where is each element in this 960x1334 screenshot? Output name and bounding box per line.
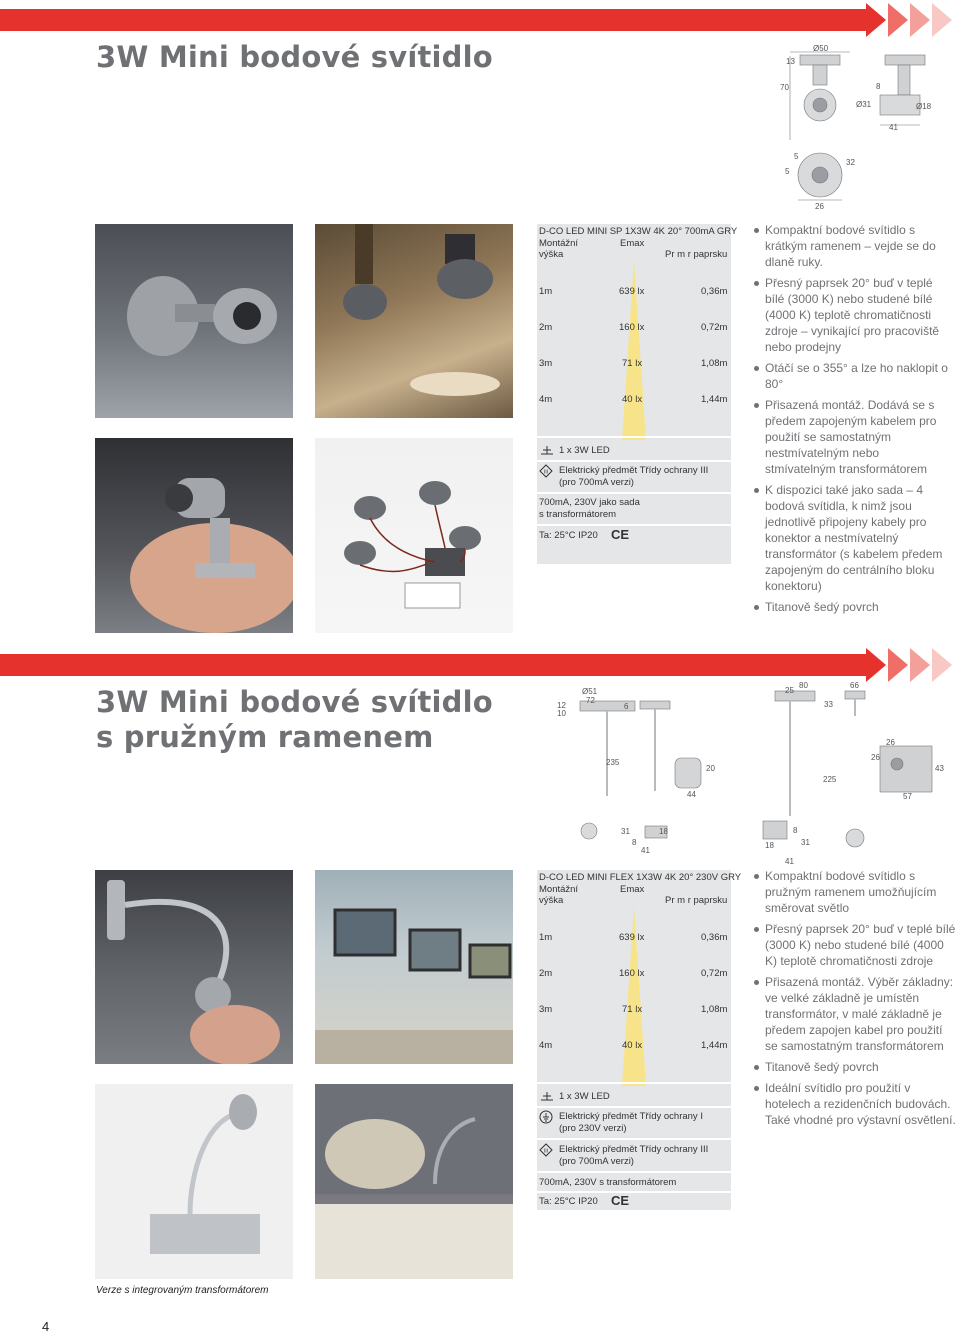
column-header: Pr m r paprsku xyxy=(665,249,728,260)
header-red-bar xyxy=(0,654,866,676)
spec-table xyxy=(537,870,742,1210)
table-cell: 0,36m xyxy=(701,286,728,297)
column-header: Montážní xyxy=(539,238,579,249)
svg-text:III: III xyxy=(543,469,549,476)
table-cell: 0,72m xyxy=(701,968,728,979)
spotlight-icon xyxy=(95,224,293,418)
spotlight-icon xyxy=(315,224,513,418)
dimension-label: 18 xyxy=(765,841,774,850)
table-cell: 2m xyxy=(539,322,553,333)
list-item: Titanově šedý povrch xyxy=(753,599,953,615)
divider xyxy=(537,524,731,526)
table-cell: 1m xyxy=(539,286,553,297)
hotel-room-icon xyxy=(315,1084,513,1279)
list-item: Přesný paprsek 20° buď v teplé bílé (3000 K) nebo studené bílé (4000 K) teplotě chromatičnosti zdroje xyxy=(753,921,958,969)
list-item: K dispozici také jako sada – 4 bodová svítidla, k nimž jsou jednotlivě připojeny kabely pro konektor a nestmívatelný transformátor (s kabelem předem zapojeným do centrálního bloku konektoru) xyxy=(753,482,953,594)
table-cell: 40 lx xyxy=(622,1040,643,1051)
divider xyxy=(537,1191,731,1193)
installation-photo xyxy=(315,224,513,418)
table-cell: 0,36m xyxy=(701,932,728,943)
svg-text:III: III xyxy=(543,1148,549,1155)
table-cell: 3m xyxy=(539,358,553,369)
protection-class: (pro 230V verzi) xyxy=(559,1123,627,1134)
product-kit-photo xyxy=(315,438,513,633)
hand-holding-spotlight-icon xyxy=(95,438,293,633)
divider xyxy=(537,492,731,494)
page-title: 3W Mini bodové svítidlo xyxy=(96,40,493,74)
protection-class: Elektrický předmět Třídy ochrany III xyxy=(559,465,709,476)
installation-photo xyxy=(315,870,513,1064)
column-header: výška xyxy=(539,895,564,906)
dimension-label: 12 xyxy=(557,701,566,710)
list-item: Kompaktní bodové svítidlo s pružným ramenem umožňujícím směrovat světlo xyxy=(753,868,958,916)
dimension-label: 72 xyxy=(586,696,595,705)
dimension-label: 20 xyxy=(706,764,715,773)
table-cell: 4m xyxy=(539,394,553,405)
table-cell: 160 lx xyxy=(619,322,645,333)
product-photo xyxy=(95,870,293,1064)
dimension-label: 41 xyxy=(641,846,650,855)
list-item: Otáčí se o 355° a lze ho naklopit o 80° xyxy=(753,360,953,392)
dimension-label: 41 xyxy=(785,857,794,866)
list-item: Kompaktní bodové svítidlo s krátkým ramenem – vejde se do dlaně ruky. xyxy=(753,222,953,270)
power-spec: 700mA, 230V s transformátorem xyxy=(539,1177,677,1188)
led-spec: 1 x 3W LED xyxy=(559,1091,610,1102)
divider xyxy=(537,1082,731,1084)
dimension-label: 10 xyxy=(557,709,566,718)
table-cell: 1,44m xyxy=(701,1040,728,1051)
dimension-label: 41 xyxy=(889,123,898,132)
flex-arm-spotlight-icon xyxy=(95,870,293,1064)
divider xyxy=(537,1138,731,1140)
dimension-label: 235 xyxy=(606,758,620,767)
dimension-label: 26 xyxy=(871,753,880,762)
dimension-label: Ø18 xyxy=(916,102,932,111)
product-photo xyxy=(95,224,293,418)
dimension-label: 32 xyxy=(846,158,855,167)
dimension-label: 57 xyxy=(903,792,912,801)
list-item: Ideální svítidlo pro použití v hotelech a rezidenčních budovách. Také vhodné pro výstavní osvětlení. xyxy=(753,1080,958,1128)
column-header: Pr m r paprsku xyxy=(665,895,728,906)
dimension-label: 6 xyxy=(624,702,629,711)
dimension-label: 8 xyxy=(632,838,637,847)
flex-arm-with-base-icon xyxy=(95,1084,293,1279)
dimension-label: 8 xyxy=(793,826,798,835)
column-header: Emax xyxy=(620,884,645,895)
dimension-label: 225 xyxy=(823,775,837,784)
power-spec: s transformátorem xyxy=(539,509,617,520)
divider xyxy=(537,1171,731,1173)
product-photo xyxy=(95,438,293,633)
dimension-label: Ø51 xyxy=(582,687,598,696)
table-cell: 1,44m xyxy=(701,394,728,405)
dimension-label: Ø31 xyxy=(856,100,872,109)
dimension-label: Ø50 xyxy=(813,44,829,53)
table-cell: 1m xyxy=(539,932,553,943)
led-spec: 1 x 3W LED xyxy=(559,445,610,456)
divider xyxy=(537,460,731,462)
dimension-label: 5 xyxy=(794,152,799,161)
divider xyxy=(537,1106,731,1108)
power-spec: 700mA, 230V jako sada xyxy=(539,497,640,508)
mounting-icon xyxy=(539,444,555,456)
product-code: D-CO LED MINI FLEX 1X3W 4K 20° 230V GRY xyxy=(539,872,742,883)
dimension-label: 8 xyxy=(876,82,881,91)
column-header: Montážní xyxy=(539,884,579,895)
mounting-icon xyxy=(539,1090,555,1102)
dimension-label: 26 xyxy=(815,202,824,211)
dimension-label: 5 xyxy=(785,167,790,176)
protection-class: (pro 700mA verzi) xyxy=(559,1156,634,1167)
ambient-temp: Ta: 25°C IP20 xyxy=(539,530,598,541)
dimension-label: 80 xyxy=(799,681,808,690)
dimension-label: 31 xyxy=(621,827,630,836)
protection-class: (pro 700mA verzi) xyxy=(559,477,634,488)
dimension-label: 70 xyxy=(780,83,789,92)
dimension-label: 33 xyxy=(824,700,833,709)
ce-mark-icon: CE xyxy=(611,527,630,542)
product-code: D-CO LED MINI SP 1X3W 4K 20° 700mA GRY xyxy=(539,226,738,237)
spec-table xyxy=(537,224,738,564)
table-cell: 1,08m xyxy=(701,1004,728,1015)
technical-drawing-2 xyxy=(560,686,950,866)
table-cell: 2m xyxy=(539,968,553,979)
class-i-earth-icon xyxy=(539,1110,553,1124)
protection-class: Elektrický předmět Třídy ochrany III xyxy=(559,1144,709,1155)
column-header: Emax xyxy=(620,238,645,249)
list-item: Přisazená montáž. Dodává se s předem zapojeným kabelem pro použití se samostatným nestmívatelným nebo stmívatelným transformátorem xyxy=(753,397,953,477)
table-cell: 3m xyxy=(539,1004,553,1015)
gallery-wall-icon xyxy=(315,870,513,1064)
dimension-label: 31 xyxy=(801,838,810,847)
technical-drawing-1 xyxy=(770,40,950,215)
class-iii-icon xyxy=(539,464,553,478)
dimension-label: 18 xyxy=(659,827,668,836)
header-red-bar xyxy=(0,9,866,31)
led-kit-icon xyxy=(315,438,513,633)
feature-list xyxy=(753,222,953,620)
list-item: Titanově šedý povrch xyxy=(753,1059,958,1075)
table-cell: 160 lx xyxy=(619,968,645,979)
dimension-label: 43 xyxy=(935,764,944,773)
page-number: 4 xyxy=(42,1319,50,1334)
table-cell: 639 lx xyxy=(619,286,645,297)
list-item: Přesný paprsek 20° buď v teplé bílé (3000 K) nebo studené bílé (4000 K) teplotě chromatičnosti zdroje – vynikající pro pracoviště nebo prodejny xyxy=(753,275,953,355)
dimension-label: 66 xyxy=(850,681,859,690)
table-cell: 40 lx xyxy=(622,394,643,405)
list-item: Přisazená montáž. Výběr základny: ve velké základně je umístěn transformátor, v malé základně je předem zapojen kabel pro použití se samostatným transformátorem xyxy=(753,974,958,1054)
column-header: výška xyxy=(539,249,564,260)
ce-mark-icon: CE xyxy=(611,1193,630,1208)
dimension-label: 25 xyxy=(785,686,794,695)
class-iii-icon xyxy=(539,1143,553,1157)
installation-photo xyxy=(315,1084,513,1279)
section-subtitle: s pružným ramenem xyxy=(96,720,434,754)
table-cell: 4m xyxy=(539,1040,553,1051)
table-cell: 0,72m xyxy=(701,322,728,333)
divider xyxy=(537,436,731,438)
product-photo xyxy=(95,1084,293,1279)
dimension-label: 26 xyxy=(886,738,895,747)
section-title: 3W Mini bodové svítidlo xyxy=(96,685,493,719)
protection-class: Elektrický předmět Třídy ochrany I xyxy=(559,1111,703,1122)
table-cell: 1,08m xyxy=(701,358,728,369)
dimension-label: 44 xyxy=(687,790,696,799)
table-cell: 71 lx xyxy=(622,1004,643,1015)
ambient-temp: Ta: 25°C IP20 xyxy=(539,1196,598,1207)
feature-list xyxy=(753,868,958,1133)
table-cell: 639 lx xyxy=(619,932,645,943)
table-cell: 71 lx xyxy=(622,358,643,369)
photo-caption: Verze s integrovaným transformátorem xyxy=(96,1285,269,1296)
dimension-label: 13 xyxy=(786,57,795,66)
